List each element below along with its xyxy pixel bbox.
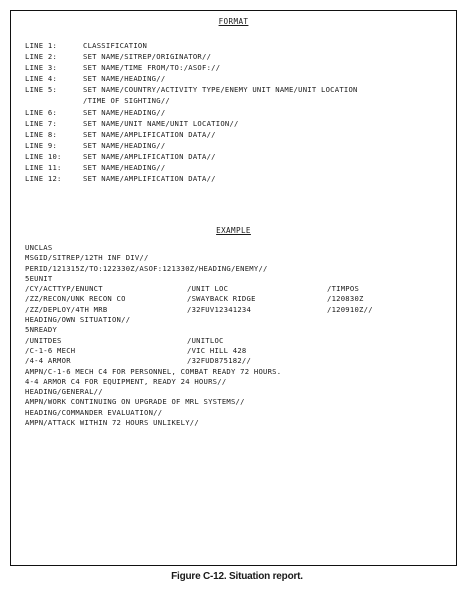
example-lines [25,243,373,428]
example-line [25,418,281,428]
format-line-text: SET NAME/HEADING// [83,140,166,150]
format-line-label: LINE 12: [25,174,62,184]
format-line-label: LINE 1: [25,41,58,50]
example-line [25,284,360,294]
format-line-label: LINE 3: [25,63,58,73]
format-heading: FORMAT [218,17,249,26]
format-line [25,140,358,151]
format-line-label: LINE 6: [25,107,58,117]
example-line [25,397,281,407]
format-line-label: LINE 10: [25,151,62,161]
example-line [25,304,373,315]
example-line [25,356,281,366]
format-line-text: SET NAME/HEADING// [83,107,166,117]
example-line [25,377,281,387]
format-line-text: SET NAME/AMPLIFICATION DATA// [83,151,216,161]
example-line-field: /120910Z// [327,304,373,314]
format-line-label: LINE 2: [25,52,58,62]
figure-caption: Figure C-12. Situation report. [171,571,303,582]
format-line-label: LINE 5: [25,85,58,95]
format-line [25,40,358,51]
example-line-field: /UNIT LOC [187,284,229,294]
example-line-field: AMPN/WORK CONTINUING ON UPGRADE OF MRL SYSTEMS// [25,397,245,407]
format-line-label: LINE 4: [25,74,58,84]
example-line-field: UNCLAS [25,243,53,252]
example-line-field: PERID/121315Z/TO:122330Z/ASOF:121330Z/HEADING/ENEMY// [25,263,268,273]
format-line-text: SET NAME/AMPLIFICATION DATA// [83,129,216,139]
example-line-field: /SWAYBACK RIDGE [187,294,256,304]
example-line-field: HEADING/OWN SITUATION// [25,315,131,325]
example-line [25,243,281,253]
example-line-field: /32FUD875182// [187,356,252,366]
example-line [25,367,281,377]
example-line-field: AMPN/C-1-6 MECH C4 FOR PERSONNEL, COMBAT READY 72 HOURS. [25,366,282,376]
format-line [25,51,358,62]
format-line [25,118,358,129]
format-line-text: /TIME OF SIGHTING// [83,96,170,106]
format-line-text: SET NAME/TIME FROM/TO:/ASOF:// [83,63,221,73]
format-lines [25,40,358,184]
example-line-field: HEADING/COMMANDER EVALUATION// [25,407,163,417]
format-line [25,129,358,140]
example-line-field: 5NREADY [25,325,58,335]
example-line [25,325,281,335]
example-line-field: /UNITDES [25,335,62,345]
example-line [25,315,281,325]
example-line-field: /CY/ACTTYP/ENUNCT [25,284,103,294]
example-line [25,346,281,356]
example-line-field: AMPN/ATTACK WITHIN 72 HOURS UNLIKELY// [25,418,199,428]
format-line [25,73,358,84]
example-line-field: /C-1-6 MECH [25,345,76,355]
format-line-text: SET NAME/SITREP/ORIGINATOR// [83,52,212,62]
example-line-field: /UNITLOC [187,335,224,345]
example-line-field: /32FUV12341234 [187,304,252,314]
format-line [25,95,358,106]
example-line [25,253,281,263]
format-line-text: SET NAME/HEADING// [83,74,166,84]
format-line [25,151,358,162]
format-line-text: SET NAME/COUNTRY/ACTIVITY TYPE/ENEMY UNIT NAME/UNIT LOCATION [83,85,358,95]
example-line-field: /120830Z [327,294,364,304]
format-line-label: LINE 8: [25,129,58,139]
example-line-field: MSGID/SITREP/12TH INF DIV// [25,253,149,263]
format-line-text: SET NAME/AMPLIFICATION DATA// [83,174,216,184]
format-line-text: SET NAME/HEADING// [83,163,166,173]
example-line [25,336,281,346]
format-line [25,162,358,173]
format-line [25,173,358,184]
example-line-field: /ZZ/RECON/UNK RECON CO [25,294,126,304]
example-line-field: 5EUNIT [25,273,53,283]
example-line-field: /4-4 ARMOR [25,356,71,366]
example-line [25,264,281,274]
example-line [25,274,281,284]
example-line-field: /TIMPOS [327,284,360,294]
format-line [25,62,358,73]
example-heading: EXAMPLE [216,226,251,235]
format-line-label: LINE 9: [25,140,58,150]
example-line-field: /ZZ/DEPLOY/4TH MRB [25,304,108,314]
example-line-field: HEADING/GENERAL// [25,387,103,397]
format-line-text: CLASSIFICATION [83,41,148,50]
format-line [25,84,358,95]
example-line-field: 4-4 ARMOR C4 FOR EQUIPMENT, READY 24 HOURS// [25,376,227,386]
example-line-field: /VIC HILL 428 [187,345,247,355]
format-line-label: LINE 11: [25,163,62,173]
example-line [25,408,281,418]
format-line [25,107,358,118]
example-line [25,387,281,397]
example-line [25,294,364,304]
format-line-label: LINE 7: [25,118,58,128]
format-line-text: SET NAME/UNIT NAME/UNIT LOCATION// [83,118,239,128]
document-frame [10,10,457,566]
